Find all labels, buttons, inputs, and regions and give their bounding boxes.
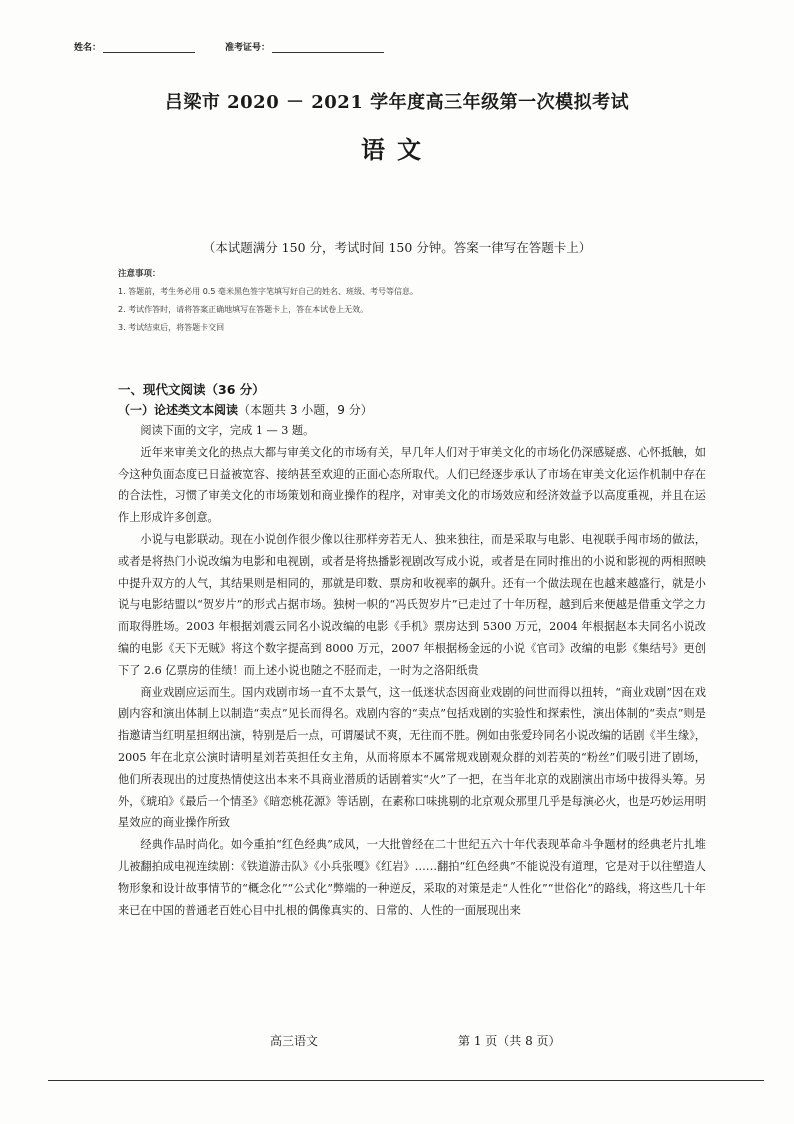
subsection-name: （一）论述类文本阅读 — [118, 403, 239, 417]
paragraph: 经典作品时尚化。如今重拍“红色经典”成风，一大批曾经在二十世纪五六十年代表现革命斗争题材的经典老片扎堆儿被翻拍成电视连续剧：《铁道游击队》《小兵张嘎》《红岩》……翻拍“红色经典”不能说没有道理，它是对于以往塑造人物形象和设计故事情节的“概念化”“公式化”弊端的一种逆反，采取的对策是走“人性化”“世俗化”的路线，将这些几十年来已在中国的普通老百姓心目中扎根的偶像真实的、日常的、人性的一面展现出来 — [118, 838, 706, 917]
notes-block — [118, 268, 718, 339]
subsection-detail: （本题共 3 小题，9 分） — [238, 403, 373, 417]
paragraph: 近年来审美文化的热点大都与审美文化的市场有关，早几年人们对于审美文化的市场化仍深感疑惑、心怀抵触，如今这种负面态度已日益被宽容、接纳甚至欢迎的正面心态所取代。人们已经逐步承认了市场在审美文化运作机制中存在的合法性，习惯了审美文化的市场策划和商业操作的程序，对审美文化的市场效应和经济效益予以高度重视，并且在运作上形成许多创意。 — [118, 445, 706, 525]
paragraph: 商业戏剧应运而生。国内戏剧市场一直不太景气，这一低迷状态因商业戏剧的问世而得以扭转，“商业戏剧”因在戏剧内容和演出体制上以制造“卖点”见长而得名。戏剧内容的“卖点”包括戏剧的实验性和探索性，演出体制的“卖点”则是指邀请当红明星担纲出演，特别是后一点，可谓屡试不爽，无往而不胜。例如由张爱玲同名小说改编的话剧《半生缘》，2005 年在北京公演时请明星刘若英担任女主角，从而将原本不属常规戏剧观众群的刘若英的“粉丝”们吸引进了剧场，他们所表现出的过度热情使这出本来不具商业潜质的话剧着实“火”了一把，在当年北京的戏剧演出市场中拔得头筹。另外，《琥珀》《最后一个情圣》《暗恋桃花源》等话剧，在素称口味挑剔的北京观众那里几乎是每演必火，也是巧妙运用明星效应的商业操作所致 — [118, 685, 706, 830]
candidate-fields — [74, 40, 414, 53]
ticket-label: 准考证号： — [225, 43, 271, 53]
reading-passage — [118, 420, 706, 921]
exam-info: （本试题满分 150 分，考试时间 150 分钟。答案一律写在答题卡上） — [202, 240, 592, 255]
bottom-rule — [48, 1080, 764, 1081]
name-field — [74, 40, 195, 53]
note-item: 1. 答题前，考生务必用 0.5 毫米黑色签字笔填写好自己的姓名、班级、考号等信息。 — [118, 287, 418, 297]
page-number: 第 1 页（共 8 页） — [458, 1034, 561, 1048]
name-label: 姓名： — [74, 43, 102, 53]
section-title: 一、现代文阅读（36 分） — [118, 382, 265, 397]
note-item: 3. 考试结束后，将答题卡交回 — [118, 322, 225, 332]
subject-title: 语文 — [361, 135, 433, 164]
instruction: 阅读下面的文字，完成 1 — 3 题。 — [140, 424, 315, 437]
paragraph: 小说与电影联动。现在小说创作很少像以往那样旁若无人、独来独往，而是采取与电影、电视联手闯市场的做法，或者是将热门小说改编为电影和电视剧，或者是将热播影视剧改写成小说，或者是在同时推出的小说和影视的两相照映中提升双方的人气，其结果则是相同的，那就是印数、票房和收视率的飙升。还有一个做法现在也越来越盛行，就是小说与电影结盟以“贺岁片”的形式占据市场。独树一帜的“冯氏贺岁片”已走过了十年历程，越到后来便越是借重文学之力而取得胜场。2003 年根据刘震云同名小说改编的电影《手机》票房达到 5300 万元，2004 年根据赵本夫同名小说改编的电影《天下无贼》将这个数字提高到 8000 万元，2007 年根据杨金远的小说《官司》改编的电影《集结号》更创下了 2.6 亿票房的佳绩！而上述小说也随之不胫而走，一时为之洛阳纸贵 — [118, 532, 706, 677]
exam-title: 吕梁市 2020 － 2021 学年度高三年级第一次模拟考试 — [164, 92, 630, 113]
note-item: 2. 考试作答时，请将答案正确地填写在答题卡上，答在本试卷上无效。 — [118, 304, 369, 314]
notes-title: 注意事项： — [118, 269, 161, 279]
footer-subject: 高三语文 — [270, 1034, 319, 1048]
ticket-field — [225, 40, 384, 53]
subsection-title — [118, 401, 373, 418]
ticket-blank — [272, 42, 384, 53]
name-blank — [103, 42, 195, 53]
